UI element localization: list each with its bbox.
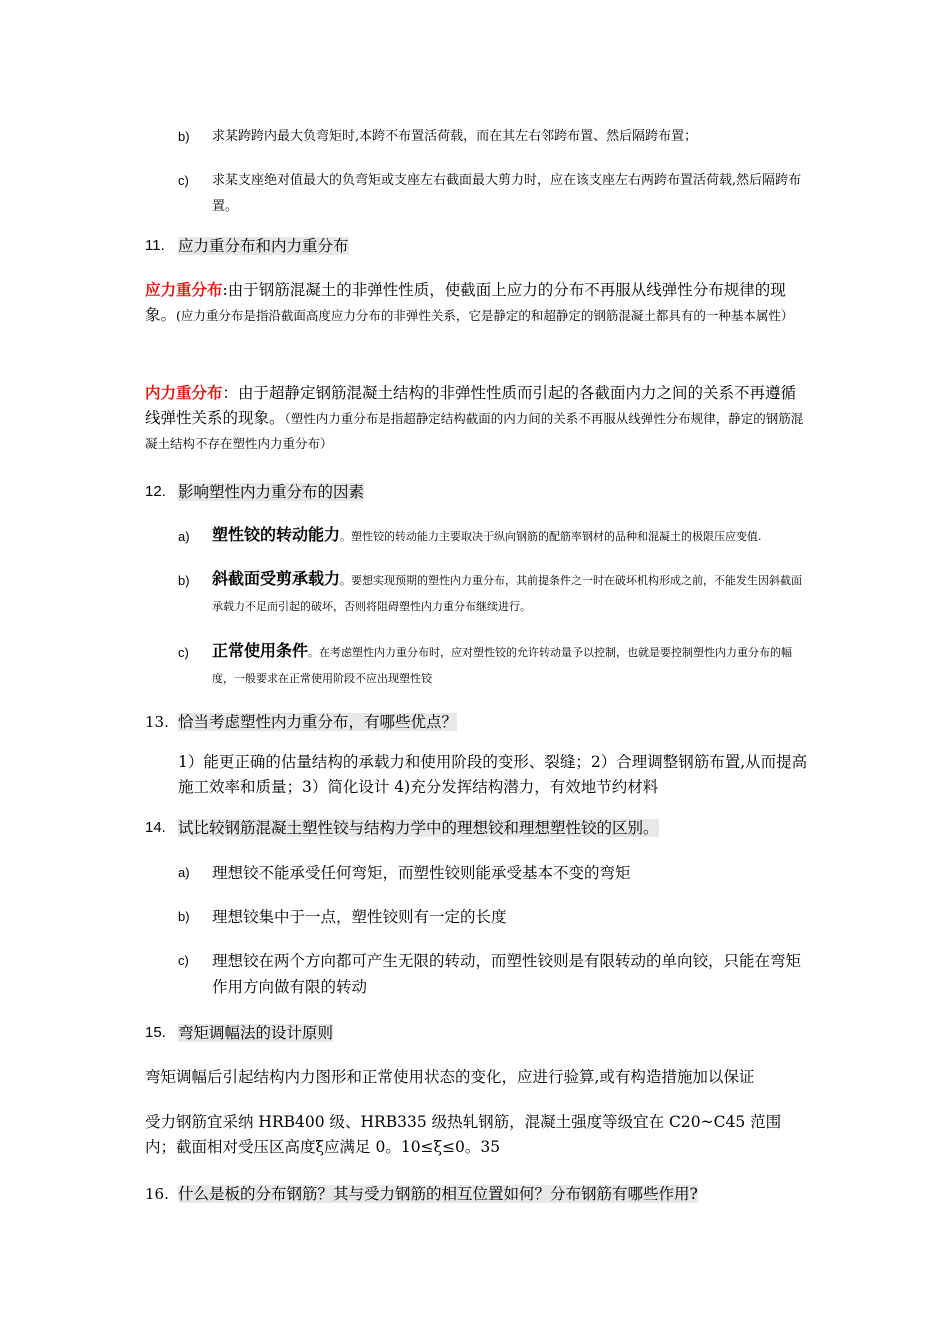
term: 内力重分布 [145,383,223,402]
section-number: 12. [145,483,166,500]
list-marker: b) [178,909,190,924]
paragraph-note: (应力重分布是指沿截面高度应力分布的非弹性关系，它是静定的和超静定的钢筋混凝土都具有的一种基本属性） [176,308,794,323]
list-item-bold: 塑性铰的转动能力 [212,525,341,544]
list-marker: b) [178,129,190,144]
list-marker: c) [178,645,189,660]
section-title: 试比较钢筋混凝土塑性铰与结构力学中的理想铰和理想塑性铰的区别。 [178,819,659,837]
list-marker: c) [178,953,189,968]
section-number: 14. [145,819,166,836]
paragraph-text: ：由于超静定钢筋混凝土结构的非弹性性质而引起的各截面内力之间的关系不再遵循线弹性关系的现象。 [145,384,797,427]
section-title: 弯矩调幅法的设计原则 [178,1024,334,1042]
section-heading [178,1021,333,1045]
paragraph: 受力钢筋宜采纳 HRB400 级、HRB335 级热轧钢筋，混凝土强度等级宜在 C20~C45 范围内；截面相对受压区高度ξ应满足 0。10≤ξ≤0。35 [145,1113,782,1156]
list-item-text: 理想铰在两个方向都可产生无限的转动，而塑性铰则是有限转动的单向铰，只能在弯矩作用方向做有限的转动 [212,952,802,996]
section-heading [178,710,457,734]
list-item-text: 理想铰集中于一点，塑性铰则有一定的长度 [212,908,507,926]
list-marker: c) [178,173,189,188]
section-heading [178,1182,698,1206]
paragraph [145,380,808,456]
paragraph-text: :由于钢筋混凝土的非弹性性质，使截面上应力的分布不再服从线弹性分布规律的现象。 [145,281,786,324]
list-item-note: 。塑性铰的转动能力主要取决于纵向钢筋的配筋率钢材的品种和混凝土的极限压应变值. [340,530,762,543]
section-number: 13. [145,713,169,731]
paragraph: 1）能更正确的估量结构的承载力和使用阶段的变形、裂缝；2）合理调整钢筋布置,从而提高施工效率和质量；3）简化设计 4)充分发挥结构潜力，有效地节约材料 [178,753,808,796]
list-item-text: 求某跨跨内最大负弯矩时,本跨不布置活荷载，而在其左右邻跨布置、然后隔跨布置； [212,129,698,144]
list-item-note: 。要想实现预期的塑性内力重分布，其前提条件之一时在破坏机构形成之前，不能发生因斜截面承载力不足而引起的破坏，否则将阻碍塑性内力重分布继续进行。 [212,574,803,613]
list-item-text: 理想铰不能承受任何弯矩，而塑性铰则能承受基本不变的弯矩 [212,864,631,882]
list-item-text [212,566,810,620]
list-item-text: 求某支座绝对值最大的负弯矩或支座左右截面最大剪力时，应在该支座左右两跨布置活荷载,然后隔跨布置。 [212,173,802,214]
section-title: 影响塑性内力重分布的因素 [178,483,365,501]
section-heading [178,234,349,258]
list-item-text [212,522,810,550]
term: 应力重分布 [145,280,223,299]
section-heading [178,816,659,840]
paragraph-note: （塑性内力重分布是指超静定结构截面的内力间的关系不再服从线弹性分布规律，静定的钢筋混凝土结构不存在塑性内力重分布） [145,411,804,451]
list-marker: a) [178,865,190,880]
list-item-bold: 斜截面受剪承载力 [212,569,341,588]
list-item-bold: 正常使用条件 [212,641,309,660]
list-marker: a) [178,529,190,544]
section-number: 16. [145,1185,169,1203]
section-title: 恰当考虑塑性内力重分布，有哪些优点？ [178,713,458,731]
section-title: 应力重分布和内力重分布 [178,237,349,255]
section-title: 什么是板的分布钢筋？其与受力钢筋的相互位置如何？分布钢筋有哪些作用? [178,1185,698,1203]
section-number: 15. [145,1024,166,1041]
list-item-text [212,638,810,692]
paragraph [145,277,808,328]
section-number: 11. [145,237,165,254]
section-heading [178,480,364,504]
list-marker: b) [178,573,190,588]
paragraph: 弯矩调幅后引起结构内力图形和正常使用状态的变化，应进行验算,或有构造措施加以保证 [145,1068,755,1086]
list-item-note: 。在考虑塑性内力重分布时，应对塑性铰的允许转动量予以控制，也就是要控制塑性内力重分布的幅度，一般要求在正常使用阶段不应出现塑性铰 [212,646,793,685]
